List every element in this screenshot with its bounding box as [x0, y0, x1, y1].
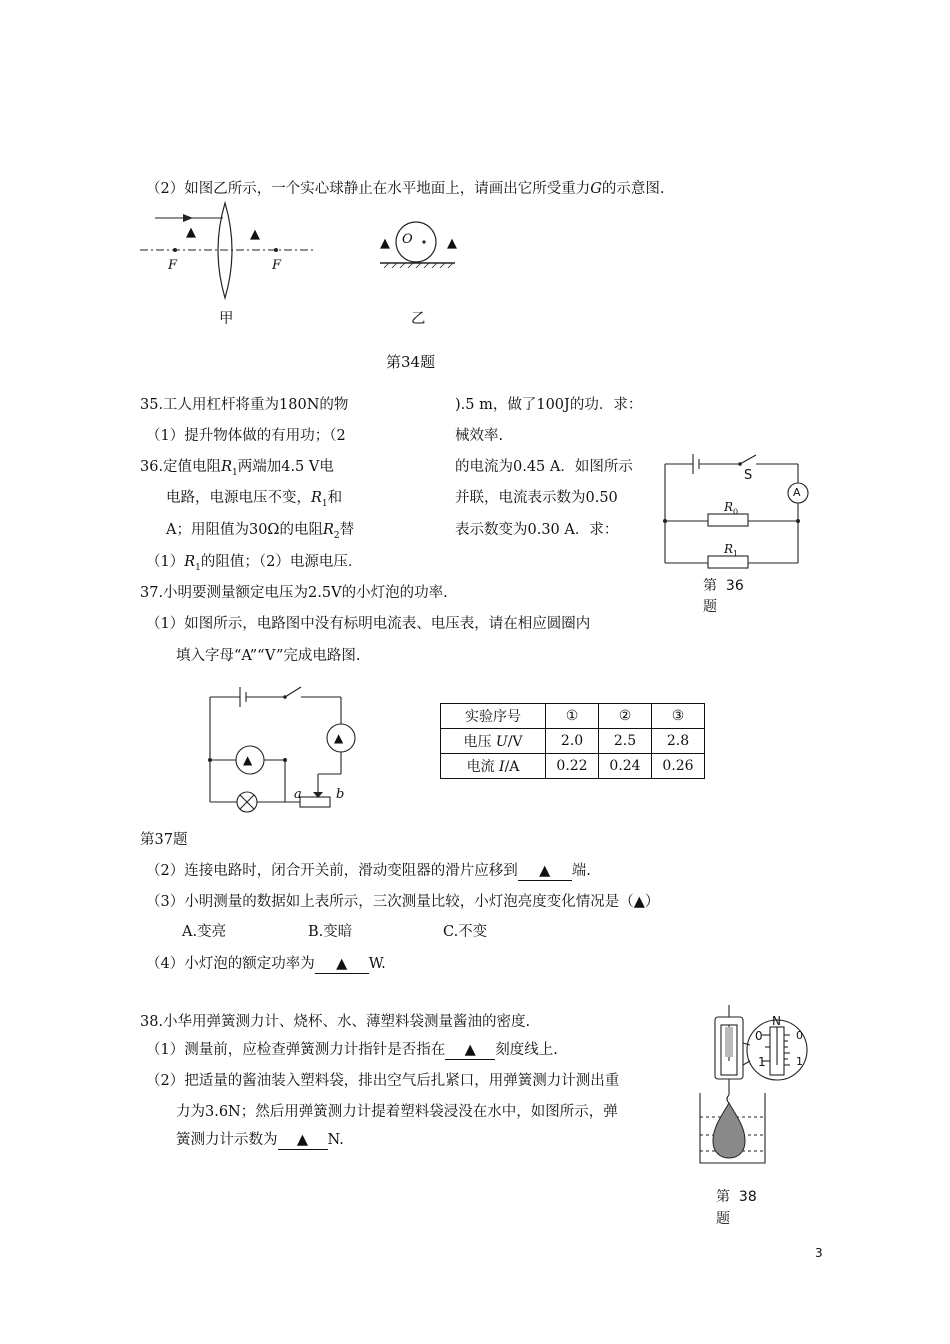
circuit-37-figure	[205, 682, 370, 812]
table-row	[441, 729, 705, 754]
r1-label: $R_1$	[724, 542, 739, 559]
q37-part4: （4）小灯泡的额定功率为 ▲ W.	[146, 956, 386, 972]
q36-line3: A；用阻值为30Ω的电阻$R_2$替	[166, 522, 355, 541]
q38-part2-line2: 力为3.6N；然后用弹簧测力计提着塑料袋浸没在水中，如图所示，弹	[176, 1104, 618, 1120]
q38-caption-tail: 题	[716, 1211, 730, 1227]
q37-caption: 第37题	[140, 832, 188, 848]
q37-line1: 37.小明要测量额定电压为2.5V的小灯泡的功率.	[140, 585, 448, 601]
q35-line1-right: ).5 m，做了100J的功．求：	[455, 397, 643, 413]
switch-blade	[740, 455, 756, 464]
focus-left-label: F	[168, 258, 178, 273]
switch-blade	[285, 687, 301, 697]
q38-part2-line3: 簧测力计示数为 ▲ N.	[176, 1132, 344, 1148]
q36-line2-right: 并联，电流表示数为0.50	[455, 490, 618, 506]
rheostat-b-label: b	[336, 787, 345, 802]
option-a: A.变亮	[182, 924, 227, 940]
table-header-cell: 实验序号	[441, 704, 546, 729]
answer-mark: ▲	[334, 731, 344, 745]
q36-caption: 第 36	[703, 578, 744, 594]
answer-blank: ▲	[278, 1131, 328, 1150]
q35-line1: 35.工人用杠杆将重为180N的物	[140, 397, 349, 413]
table-cell: 0.26	[652, 754, 705, 779]
data-table	[440, 703, 705, 779]
hook-icon	[727, 1095, 729, 1103]
focus-left-point	[173, 248, 177, 252]
fig-jia-caption: 甲	[219, 311, 234, 327]
q37-line2: （1）如图所示，电路图中没有标明电流表、电压表，请在相应圆圈内	[146, 616, 591, 632]
answer-blank: ▲	[445, 1041, 495, 1060]
answer-blank: ▲	[518, 862, 572, 881]
plastic-bag	[713, 1103, 745, 1158]
q38-part1: （1）测量前，应检查弹簧测力计指针是否指在 ▲ 刻度线上.	[146, 1042, 558, 1058]
table-row	[441, 754, 705, 779]
option-c: C.不变	[443, 924, 488, 940]
table-header-cell: ①	[546, 704, 599, 729]
q34-part2: （2）如图乙所示，一个实心球静止在水平地面上，请画出它所受重力G的示意图.	[146, 181, 665, 197]
circuit-36-figure	[660, 448, 820, 578]
ball-center-label: O	[402, 232, 413, 247]
table-header-cell: ②	[599, 704, 652, 729]
answer-blank: ▲	[315, 955, 369, 974]
focus-right-label: F	[272, 258, 282, 273]
q38-caption: 第 38	[716, 1189, 757, 1205]
q37-part3: （3）小明测量的数据如上表所示，三次测量比较，小灯泡亮度变化情况是（▲）	[146, 894, 660, 910]
table-cell: 0.24	[599, 754, 652, 779]
answer-mark: ▲	[243, 753, 253, 767]
scale-one-label-right: 1	[796, 1055, 803, 1068]
r0-label: $R_0$	[724, 500, 739, 517]
switch-label: S	[744, 468, 753, 483]
table-header-cell: ③	[652, 704, 705, 729]
answer-mark: ▲	[447, 236, 457, 251]
rheostat	[300, 797, 330, 807]
answer-mark: ▲	[250, 227, 260, 242]
ray-arrow-icon	[183, 214, 193, 222]
q36-caption-tail: 题	[703, 599, 717, 615]
q37-part2: （2）连接电路时，闭合开关前，滑动变阻器的滑片应移到 ▲ 端.	[146, 863, 591, 879]
q35-line2-right: 械效率.	[455, 428, 504, 444]
option-b: B.变暗	[308, 924, 353, 940]
focus-right-point	[274, 248, 278, 252]
ammeter-label: A	[793, 486, 801, 499]
scale-one-label: 1	[758, 1055, 766, 1069]
q35-line2: （1）提升物体做的有用功；（2	[146, 428, 346, 444]
q37-line3: 填入字母“A”“V”完成电路图.	[176, 648, 361, 664]
page-number: 3	[815, 1246, 823, 1260]
scale-n-label: N	[772, 1014, 781, 1028]
table-row-label: 电流 I/A	[441, 754, 546, 779]
table-row-label: 电压 U/V	[441, 729, 546, 754]
q36-line1: 36.定值电阻$R_1$两端加4.5 V电	[140, 459, 334, 478]
q34-caption: 第34题	[386, 353, 436, 371]
rheostat-a-label: a	[294, 787, 302, 802]
scale-zero-label: 0	[755, 1029, 763, 1043]
answer-mark: ▲	[380, 236, 390, 251]
answer-mark: ▲	[186, 225, 196, 240]
q36-line2: 电路，电源电压不变，$R_1$和	[166, 490, 343, 509]
fig-yi-caption: 乙	[411, 311, 426, 327]
ball-center-point	[422, 240, 425, 243]
q36-line1-right: 的电流为0.45 A．如图所示	[455, 459, 633, 475]
q38-part2-line1: （2）把适量的酱油装入塑料袋，排出空气后扎紧口，用弹簧测力计测出重	[146, 1073, 620, 1089]
table-cell: 0.22	[546, 754, 599, 779]
scale-zero-label-right: 0	[796, 1029, 803, 1042]
table-cell: 2.5	[599, 729, 652, 754]
q38-line1: 38.小华用弹簧测力计、烧杯、水、薄塑料袋测量酱油的密度.	[140, 1014, 531, 1030]
table-cell: 2.0	[546, 729, 599, 754]
q36-line4: $(1)R_1$的阻值；（2）电源电压．	[146, 554, 363, 573]
q36-line3-right: 表示数变为0.30 A．求：	[455, 522, 619, 538]
table-cell: 2.8	[652, 729, 705, 754]
table-header-row	[441, 704, 705, 729]
